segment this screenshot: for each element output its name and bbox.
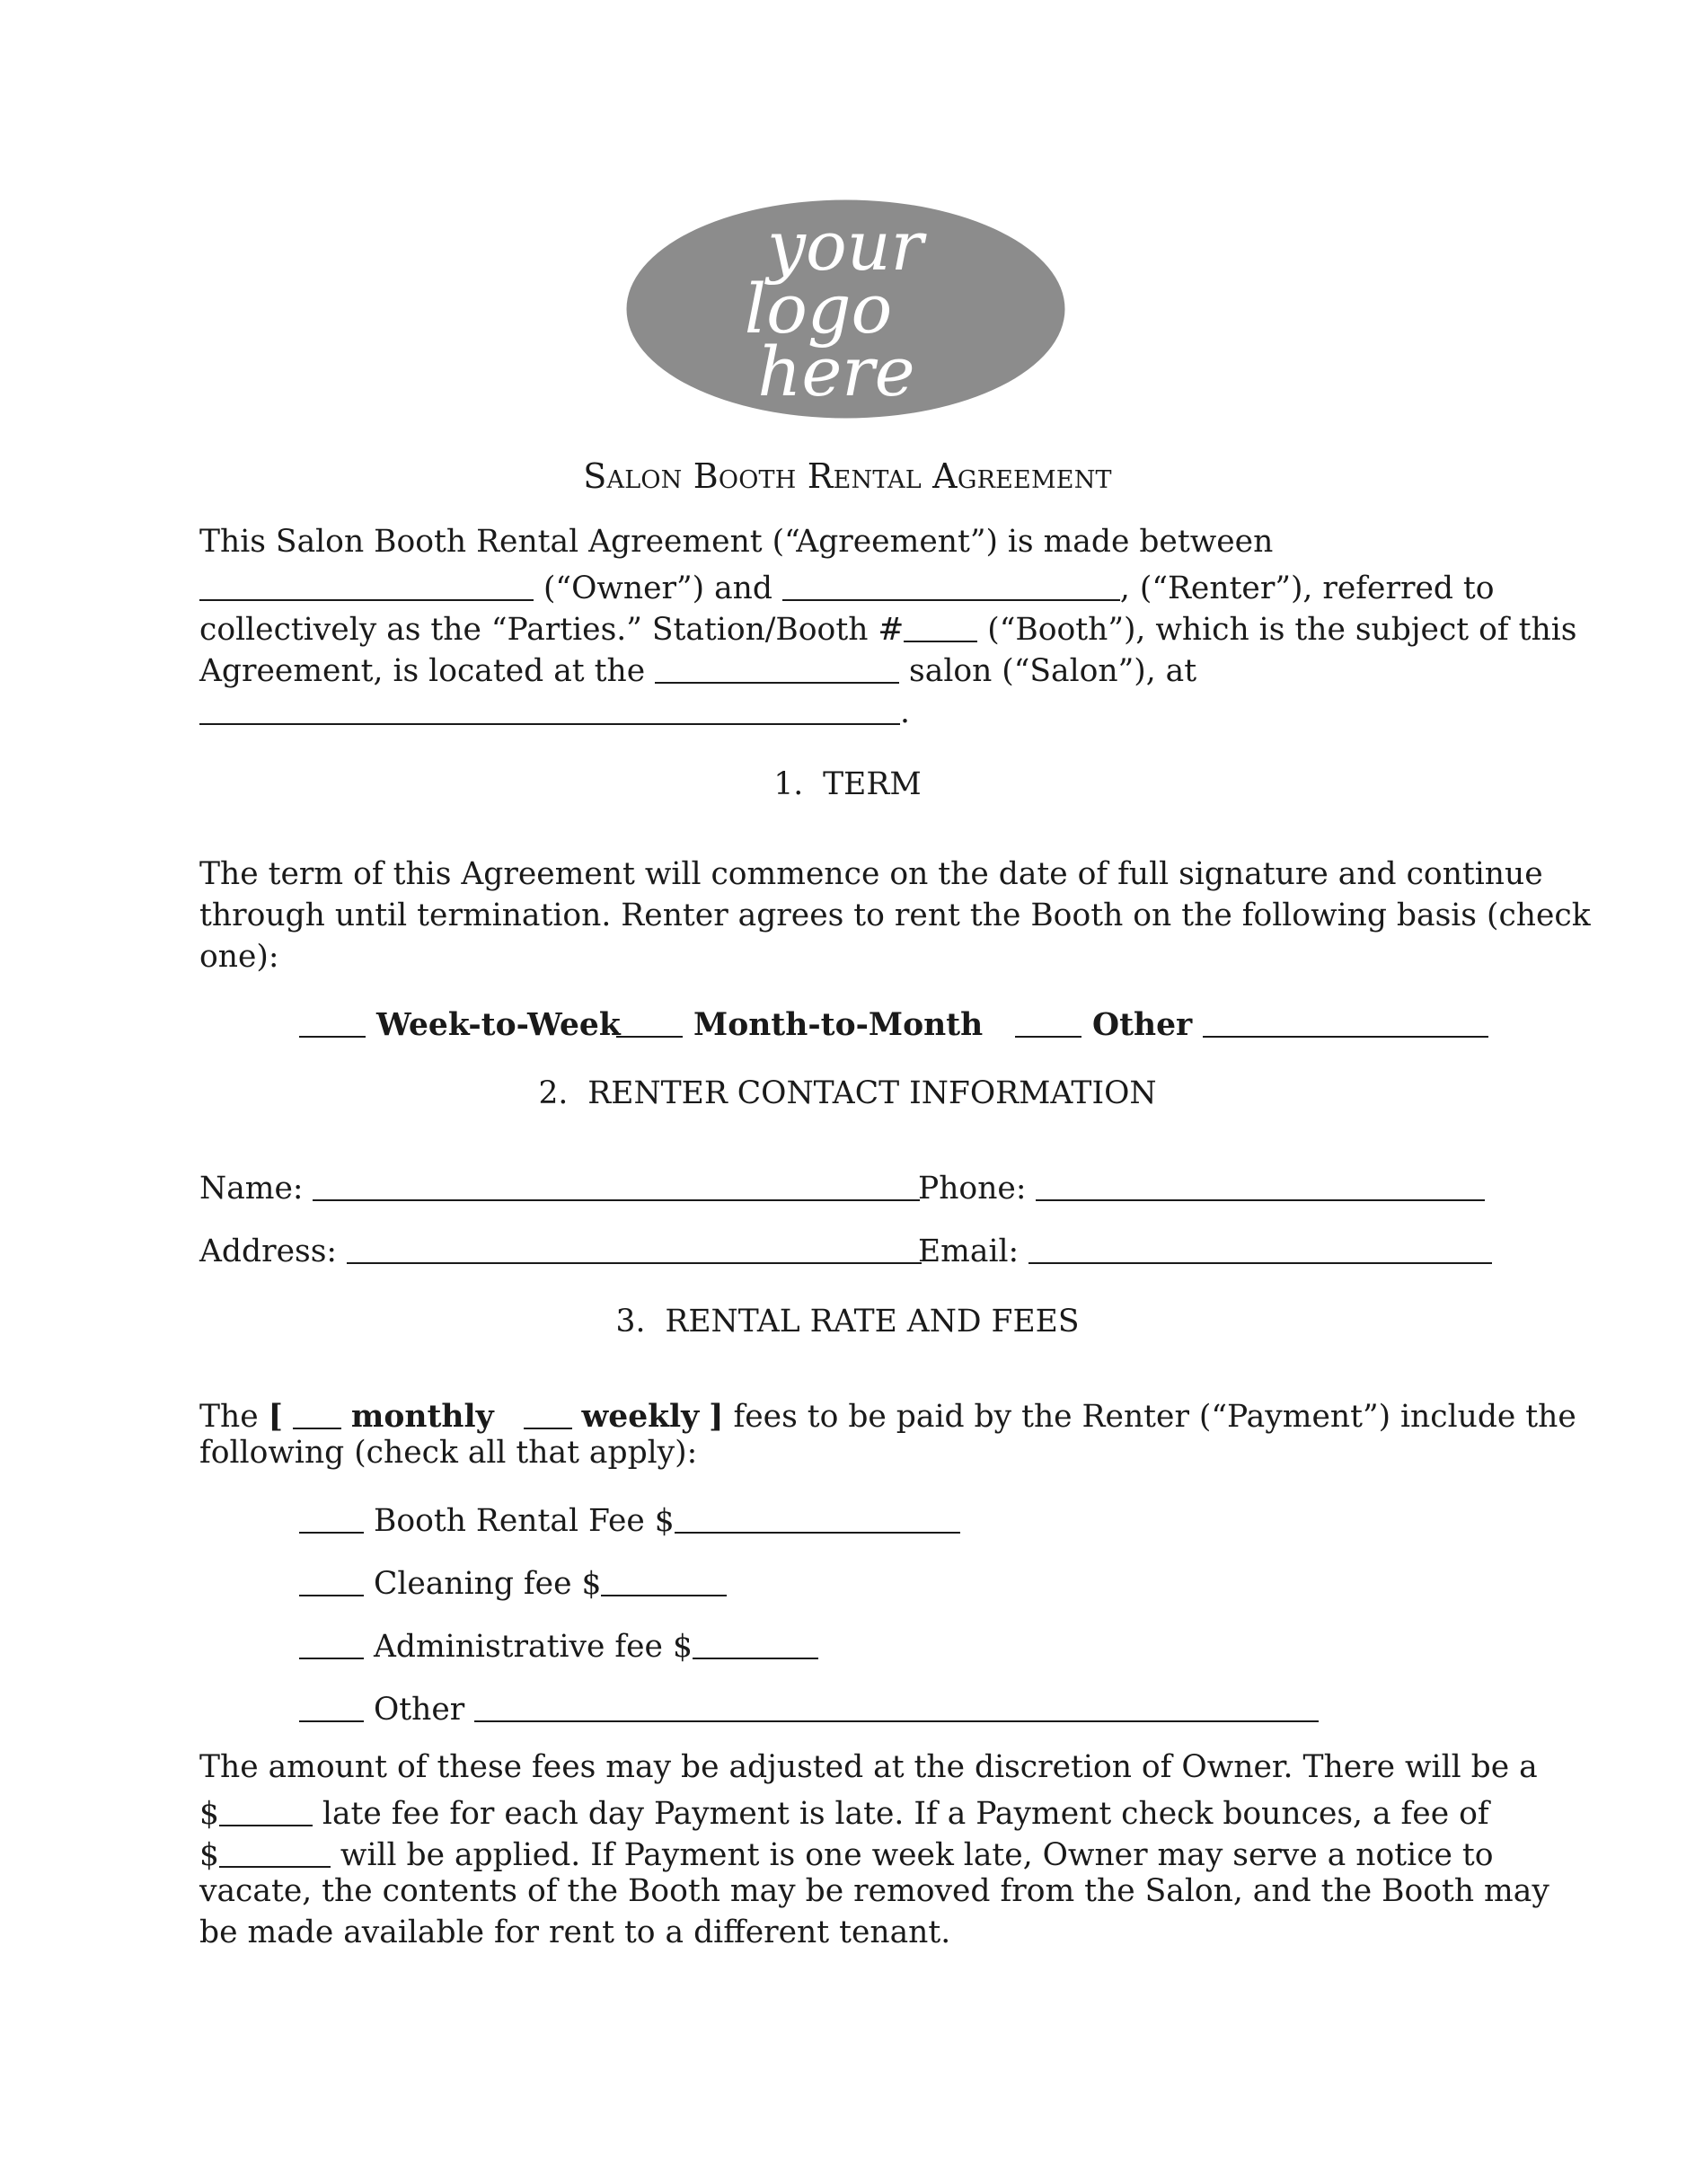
checkbox-blank[interactable] [299, 1689, 364, 1722]
fee-item-booth-rental [299, 1500, 960, 1539]
intro-text: collectively as the “Parties.” Station/Booth # [199, 611, 905, 648]
late-fee-text: will be applied. If Payment is one week late, Owner may serve a notice to [330, 1836, 1494, 1873]
administrative-amount-blank[interactable] [693, 1626, 818, 1659]
intro-text: . [900, 694, 910, 730]
renter-name-input[interactable] [313, 1168, 920, 1201]
option-label: Week-to-Week [376, 1006, 621, 1043]
intro-text: (“Owner”) and [534, 570, 782, 606]
section-number: 3. [615, 1304, 646, 1340]
field-label: Address: [199, 1233, 338, 1269]
intro-line-5 [199, 692, 910, 728]
checkbox-blank[interactable] [616, 1004, 683, 1038]
section-title: TERM [823, 766, 922, 802]
section-1-heading [0, 766, 1695, 802]
term-paragraph-line-3: one): [199, 939, 279, 975]
checkbox-blank[interactable] [299, 1626, 364, 1659]
dollar-sign: $ [199, 1795, 219, 1832]
fee-item-cleaning [299, 1563, 727, 1602]
intro-text: salon (“Salon”), at [899, 652, 1197, 689]
intro-line-3 [199, 609, 1577, 648]
intro-text: This Salon Booth Rental Agreement (“Agreement”) is made between [199, 524, 1274, 560]
salon-name-blank[interactable] [655, 650, 899, 684]
logo-text-your: your [767, 206, 923, 286]
section-title: RENTER CONTACT INFORMATION [587, 1075, 1157, 1111]
section-title: RENTAL RATE AND FEES [665, 1304, 1080, 1340]
renter-address-input[interactable] [347, 1231, 922, 1264]
document-title: Salon Booth Rental Agreement [583, 456, 1112, 496]
fee-label: Other [373, 1691, 465, 1728]
fee-label: Booth Rental Fee $ [373, 1502, 675, 1539]
monthly-label: monthly [350, 1398, 494, 1435]
bracket-close: ] [709, 1398, 724, 1435]
fees-paragraph-line-1 [199, 1396, 1576, 1435]
section-3-heading [0, 1306, 1695, 1338]
other-term-blank[interactable] [1203, 1004, 1488, 1038]
bounced-check-fee-blank[interactable] [219, 1835, 331, 1868]
section-number: 1. [773, 766, 804, 802]
other-fee-blank[interactable] [474, 1689, 1319, 1722]
owner-name-blank[interactable] [199, 568, 534, 601]
renter-email-input[interactable] [1028, 1231, 1492, 1264]
intro-text: (“Booth”), which is the subject of this [977, 611, 1577, 648]
section-number: 2. [538, 1075, 569, 1111]
renter-name-field [199, 1168, 920, 1207]
fee-item-administrative [299, 1626, 818, 1665]
booth-number-blank[interactable] [904, 609, 977, 642]
term-option-other[interactable] [1015, 1004, 1488, 1043]
intro-text: Agreement, is located at the [199, 652, 656, 689]
renter-email-field [918, 1231, 1492, 1267]
fees-text: fees to be paid by the Renter (“Payment”) include the [723, 1398, 1576, 1435]
checkbox-blank[interactable] [299, 1004, 366, 1038]
dollar-sign: $ [199, 1836, 219, 1873]
weekly-checkbox-blank[interactable] [524, 1396, 572, 1429]
field-label: Phone: [918, 1170, 1027, 1207]
intro-line-2 [199, 568, 1495, 604]
option-label: Month-to-Month [693, 1006, 984, 1043]
cleaning-amount-blank[interactable] [601, 1563, 727, 1596]
bracket-open: [ [268, 1398, 283, 1435]
late-fee-paragraph-line-1: The amount of these fees may be adjusted at the discretion of Owner. There will be a [199, 1749, 1538, 1785]
field-label: Name: [199, 1170, 304, 1207]
fee-label: Cleaning fee $ [373, 1565, 602, 1602]
term-paragraph-line-1: The term of this Agreement will commence on the date of full signature and continue [199, 856, 1543, 892]
checkbox-blank[interactable] [1015, 1004, 1081, 1038]
option-label: Other [1092, 1006, 1193, 1043]
term-paragraph-line-2: through until termination. Renter agrees to rent the Booth on the following basis (check [199, 897, 1591, 933]
booth-rental-amount-blank[interactable] [675, 1500, 960, 1534]
fees-text: The [199, 1398, 269, 1435]
renter-phone-field [918, 1168, 1485, 1207]
term-option-week-to-week[interactable] [299, 1004, 621, 1043]
intro-text: , (“Renter”), referred to [1119, 570, 1495, 606]
late-fee-text: late fee for each day Payment is late. If a Payment check bounces, a fee of [312, 1795, 1489, 1832]
late-fee-paragraph-line-4: vacate, the contents of the Booth may be removed from the Salon, and the Booth may [199, 1873, 1549, 1909]
fee-label: Administrative fee $ [373, 1628, 693, 1665]
renter-phone-input[interactable] [1036, 1168, 1485, 1201]
late-fee-amount-blank[interactable] [219, 1793, 313, 1826]
checkbox-blank[interactable] [299, 1563, 364, 1596]
renter-address-field [199, 1231, 922, 1267]
logo-text-logo: logo [744, 269, 893, 349]
logo-placeholder [626, 199, 1065, 419]
term-option-month-to-month[interactable] [616, 1004, 984, 1043]
field-label: Email: [918, 1233, 1020, 1269]
logo-text-here: here [757, 332, 915, 411]
section-2-heading [0, 1075, 1695, 1111]
late-fee-paragraph-line-2 [199, 1793, 1489, 1832]
renter-name-blank[interactable] [782, 568, 1120, 601]
late-fee-paragraph-line-3 [199, 1835, 1494, 1873]
weekly-label: weekly [581, 1398, 700, 1435]
intro-line-1 [199, 526, 1273, 558]
monthly-checkbox-blank[interactable] [293, 1396, 341, 1429]
late-fee-paragraph-line-5: be made available for rent to a different tenant. [199, 1914, 951, 1950]
salon-address-blank[interactable] [199, 692, 900, 725]
checkbox-blank[interactable] [299, 1500, 364, 1534]
fee-item-other [299, 1689, 1319, 1728]
intro-line-4 [199, 650, 1197, 689]
fees-paragraph-line-2: following (check all that apply): [199, 1435, 698, 1471]
